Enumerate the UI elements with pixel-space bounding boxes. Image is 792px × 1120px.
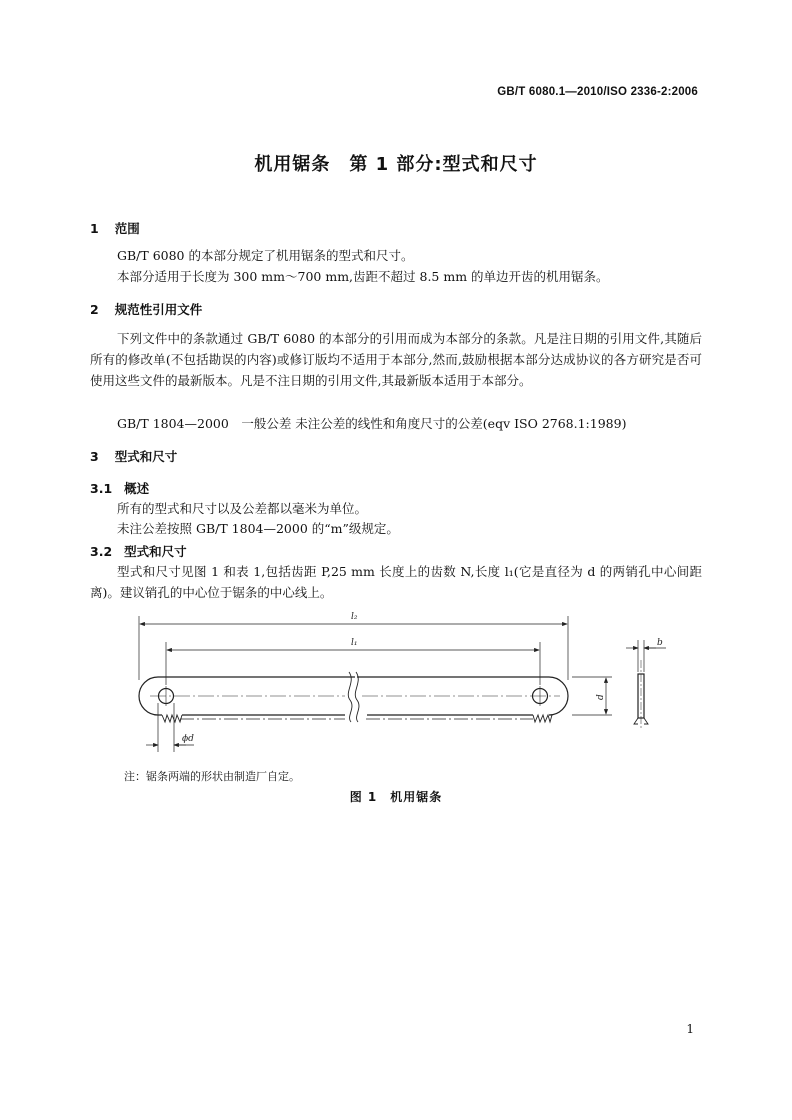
section-3-2-paragraph-1: 型式和尺寸见图 1 和表 1,包括齿距 P,25 mm 长度上的齿数 N,长度 l₁(它是直径为 d 的两销孔中心间距离)。建议销孔的中心位于锯条的中心线上。	[90, 564, 702, 600]
dimension-label-l1: l₁	[351, 638, 358, 648]
page-number: 1	[686, 1022, 694, 1036]
section-2-paragraph-1: 下列文件中的条款通过 GB/T 6080 的本部分的引用而成为本部分的条款。凡是注日期的引用文件,其随后所有的修改单(不包括勘误的内容)或修订版均不适用于本部分,然而,鼓励根据本部分达成协议的各方研究是否可使用这些文件的最新版本。凡是不注日期的引用文件,其最新版本适用于本部分。	[90, 331, 702, 388]
section-number: 3	[90, 449, 99, 464]
normative-reference: GB/T 1804—2000 一般公差 未注公差的线性和角度尺寸的公差(eqv ISO 2768.1:1989)	[117, 416, 627, 431]
page-title: 机用锯条 第 1 部分:型式和尺寸	[254, 154, 538, 175]
section-number: 3.1	[90, 481, 113, 496]
section-title: 型式和尺寸	[124, 544, 187, 559]
section-title: 型式和尺寸	[114, 449, 178, 464]
section-3-1-paragraph-1: 所有的型式和尺寸以及公差都以毫米为单位。	[117, 501, 368, 516]
figure-caption: 图 1 机用锯条	[349, 790, 443, 804]
dimension-label-phi-d: ϕd	[182, 734, 194, 744]
section-number: 1	[90, 221, 99, 236]
section-number: 2	[90, 302, 99, 317]
dimension-label-b: b	[657, 638, 663, 648]
dimension-label-l2: l₂	[351, 612, 358, 622]
figure-note: 注：锯条两端的形状由制造厂自定。	[124, 770, 300, 783]
section-1-paragraph-2: 本部分适用于长度为 300 mm～700 mm,齿距不超过 8.5 mm 的单边开齿的机用锯条。	[117, 269, 609, 284]
section-number: 3.2	[90, 544, 113, 559]
section-title: 范围	[114, 221, 140, 236]
dimension-label-d: d	[596, 694, 606, 700]
section-title: 规范性引用文件	[114, 302, 203, 317]
section-title: 概述	[124, 481, 150, 496]
section-1-paragraph-1: GB/T 6080 的本部分规定了机用锯条的型式和尺寸。	[117, 248, 414, 263]
section-3-1-paragraph-2: 未注公差按照 GB/T 1804—2000 的“m”级规定。	[117, 521, 399, 536]
standard-code: GB/T 6080.1—2010/ISO 2336-2:2006	[497, 86, 698, 98]
